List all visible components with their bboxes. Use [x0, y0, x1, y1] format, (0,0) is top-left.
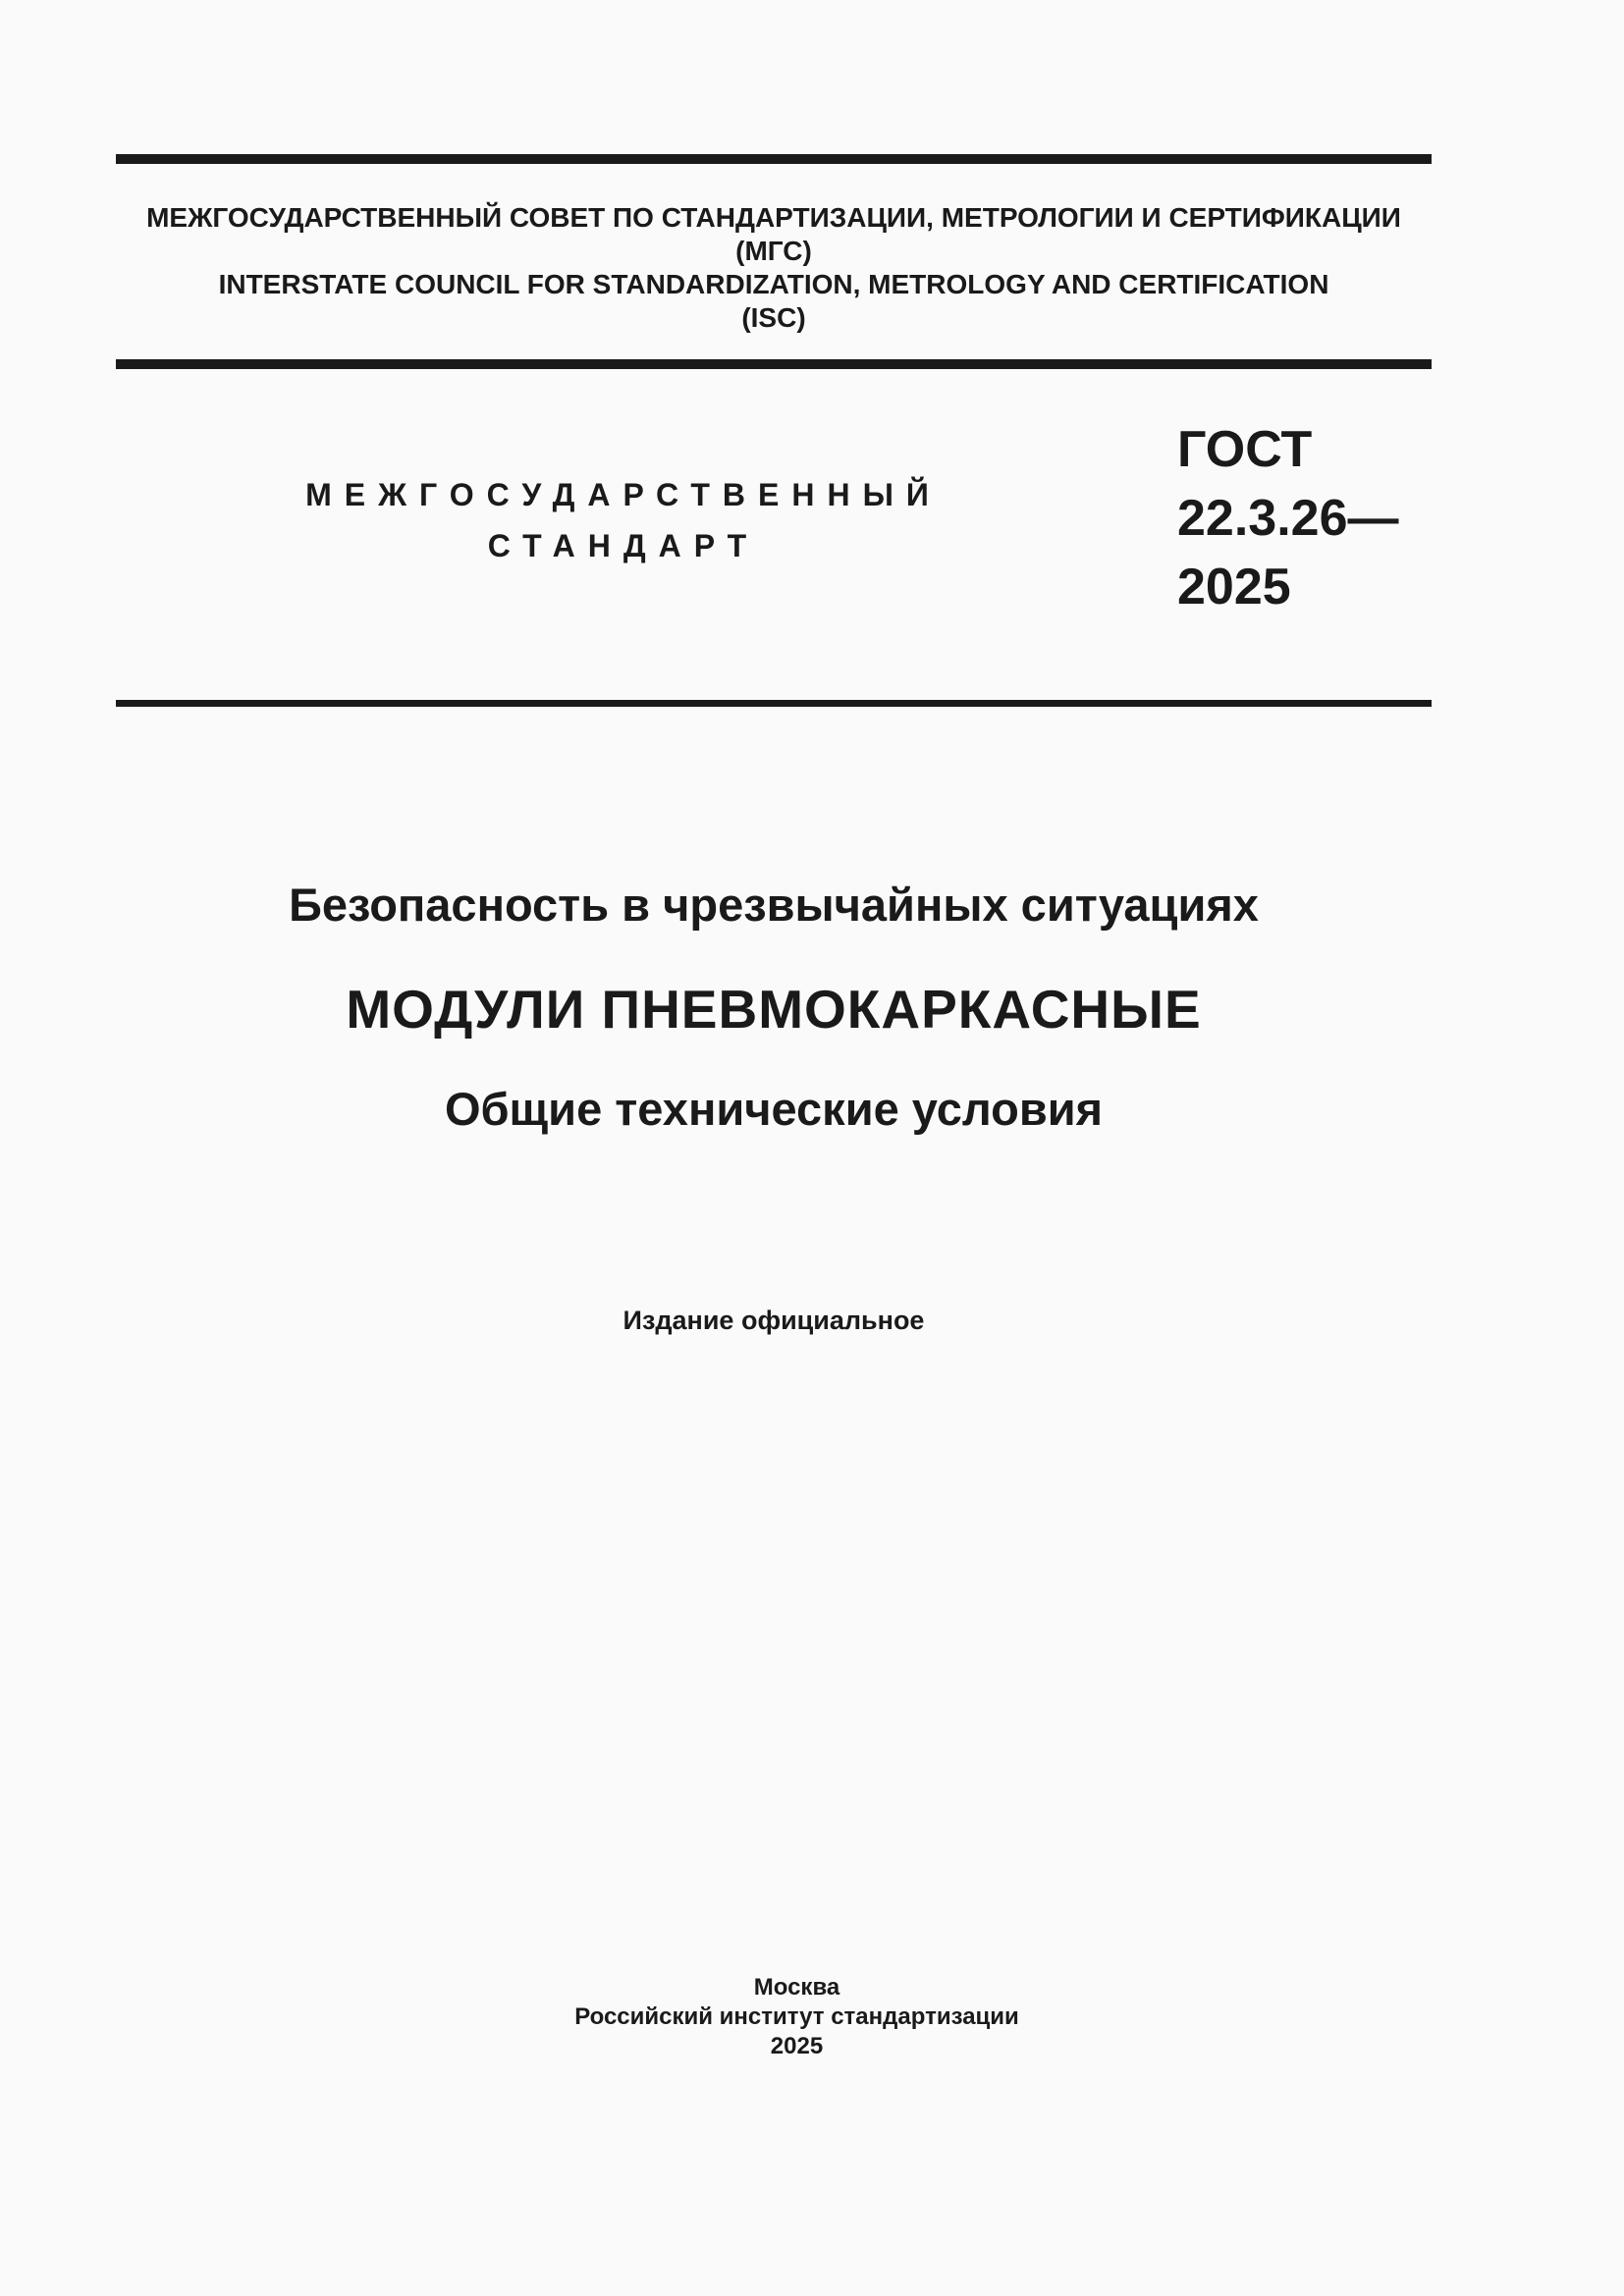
standard-type — [255, 469, 992, 571]
title-subtitle: Общие технические условия — [444, 1083, 1104, 1135]
top-rule — [116, 154, 1432, 164]
designation-prefix: ГОСТ — [1177, 421, 1313, 478]
imprint-city: Москва — [753, 1974, 840, 2001]
council-abbr-ru: (МГС) — [735, 236, 812, 266]
standard-type-line-1: МЕЖГОСУДАРСТВЕННЫЙ — [305, 477, 942, 512]
edition-note: Издание официальное — [623, 1306, 925, 1335]
council-header — [116, 201, 1432, 335]
designation-year: 2025 — [1177, 559, 1291, 615]
header-bottom-rule — [116, 359, 1432, 369]
title-group: Безопасность в чрезвычайных ситуациях — [289, 879, 1259, 931]
imprint — [116, 1973, 1478, 2061]
council-abbr-en: (ISC) — [741, 302, 806, 333]
designation-bottom-rule — [116, 700, 1432, 707]
council-name-ru: МЕЖГОСУДАРСТВЕННЫЙ СОВЕТ ПО СТАНДАРТИЗАЦИИ, МЕТРОЛОГИИ И СЕРТИФИКАЦИИ — [146, 202, 1401, 233]
imprint-year: 2025 — [770, 2033, 824, 2059]
council-name-en: INTERSTATE COUNCIL FOR STANDARDIZATION, METROLOGY AND CERTIFICATION — [218, 269, 1329, 299]
standard-type-line-2: СТАНДАРТ — [487, 528, 760, 563]
designation-number: 22.3.26— — [1177, 490, 1399, 547]
standard-designation — [1177, 415, 1399, 621]
title-main: МОДУЛИ ПНЕВМОКАРКАСНЫЕ — [346, 979, 1202, 1040]
imprint-publisher: Российский институт стандартизации — [574, 2003, 1019, 2030]
